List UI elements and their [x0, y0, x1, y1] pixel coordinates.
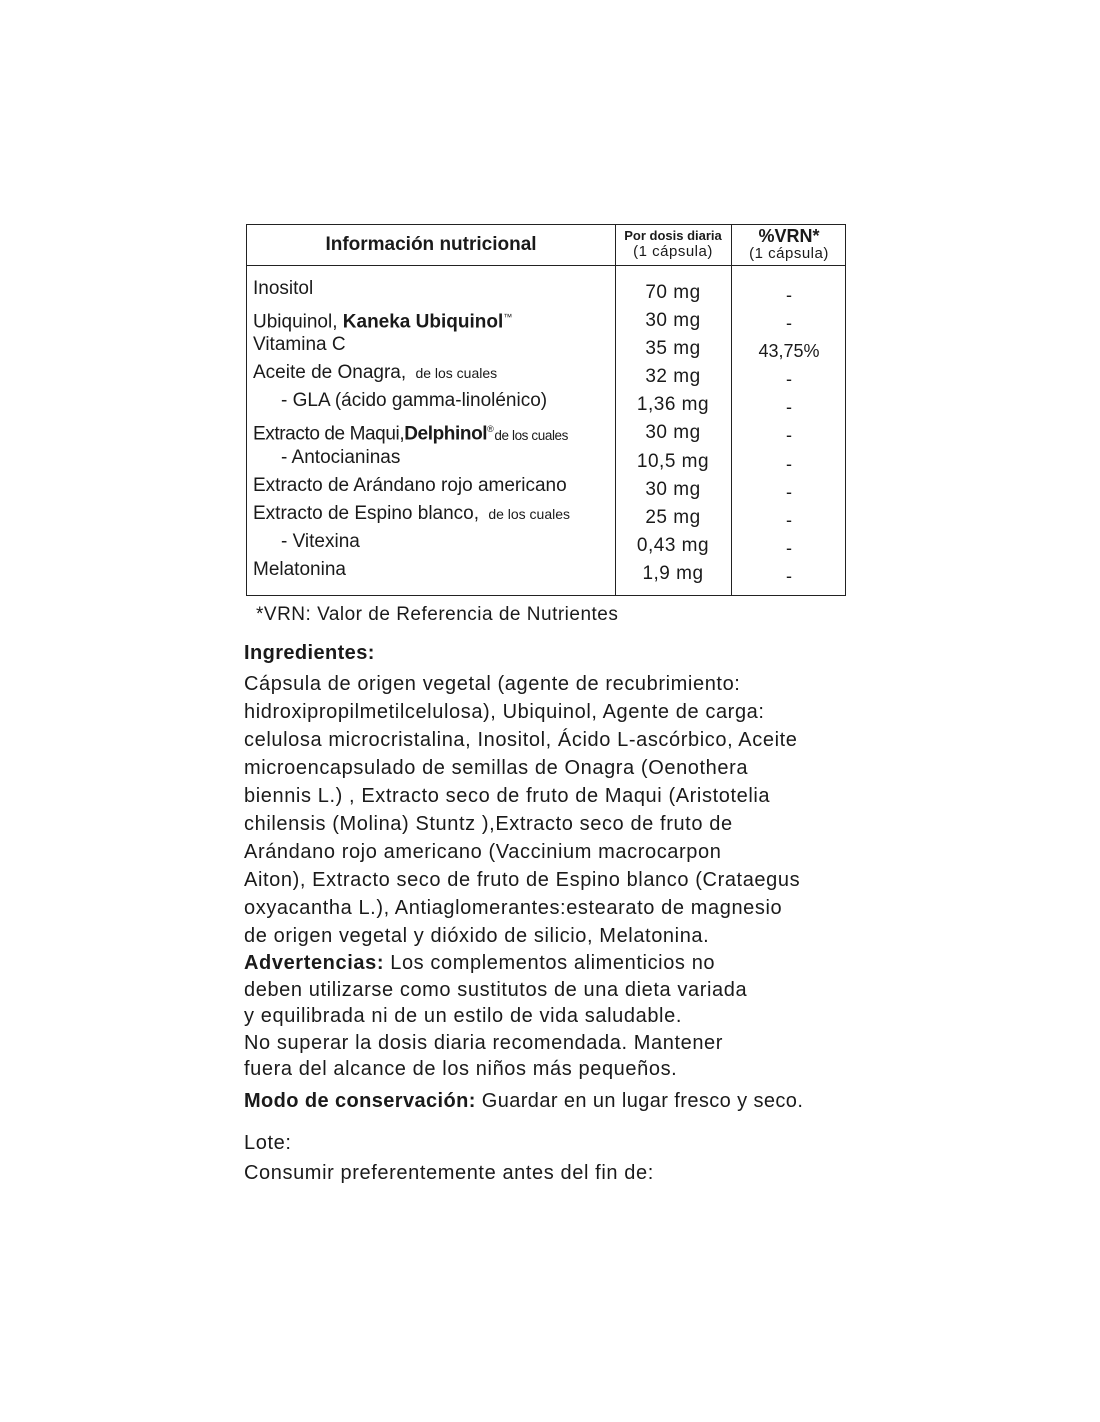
nutrient-name: - Antocianinas — [281, 446, 401, 468]
nutrient-name: Extracto de Arándano rojo americano — [253, 474, 567, 496]
nutrition-table — [246, 224, 846, 596]
ingredients-line: chilensis (Molina) Stuntz ),Extracto seco de fruto de — [244, 813, 733, 835]
nutrient-amount: 30 mg — [645, 310, 701, 332]
nutrient-vrn: - — [786, 481, 792, 502]
vrn-footnote: *VRN: Valor de Referencia de Nutrientes — [256, 604, 619, 625]
warnings-line: deben utilizarse como sustitutos de una dieta variada — [244, 978, 748, 1001]
registered-mark: ® — [487, 424, 494, 435]
header-daily-dose-unit: (1 cápsula) — [633, 243, 713, 260]
nutrient-vrn: - — [786, 285, 792, 305]
ingredients-title: Ingredientes: — [244, 642, 375, 664]
conservation-label: Modo de conservación: — [244, 1090, 476, 1112]
table-row — [247, 389, 845, 417]
nutrient-name: Inositol — [253, 278, 314, 299]
ingredients-line: Aiton), Extracto seco de fruto de Espino blanco (Crataegus — [244, 869, 801, 891]
ingredients-line: Arándano rojo americano (Vaccinium macrocarpon — [244, 841, 722, 863]
nutrient-amount: 32 mg — [645, 366, 701, 388]
nutrient-name: - GLA (ácido gamma-linolénico) — [281, 390, 548, 412]
nutrient-name: Extracto de Maqui,Delphinol®de los cuales — [253, 423, 569, 445]
conservation-text — [244, 1090, 803, 1113]
warnings-line: No superar la dosis diaria recomendada. Mantener — [244, 1031, 724, 1054]
warnings-first-line: Advertencias: Los complementos alimenticios no — [244, 952, 716, 974]
table-row — [247, 446, 845, 474]
nutrient-amount: 30 mg — [645, 478, 701, 500]
best-before-label: Consumir preferentemente antes del fin de: — [244, 1162, 654, 1184]
table-row — [247, 417, 845, 445]
ingredients-line: de origen vegetal y dióxido de silicio, Melatonina. — [244, 925, 710, 947]
brand-name: Delphinol — [404, 423, 488, 445]
table-rows — [247, 277, 845, 586]
lot-label: Lote: — [244, 1132, 292, 1154]
warnings-text — [244, 950, 864, 1083]
nutrient-amount: 1,36 mg — [636, 394, 710, 416]
table-row — [247, 558, 845, 586]
conservation-value: Guardar en un lugar fresco y seco. — [475, 1090, 804, 1112]
brand-name: Kaneka Ubiquinol — [342, 311, 504, 333]
nutrient-amount: 35 mg — [645, 338, 701, 360]
nutrient-vrn: - — [786, 537, 792, 558]
ingredients-line: microencapsulado de semillas de Onagra (Oenothera — [244, 757, 749, 779]
ingredients-line: hidroxipropilmetilcelulosa), Ubiquinol, Agente de carga: — [244, 701, 765, 723]
nutrient-vrn: - — [786, 565, 792, 586]
nutrient-vrn: - — [786, 313, 792, 334]
nutrient-amount: 25 mg — [645, 506, 701, 528]
row-note: de los cuales — [488, 505, 571, 522]
nutrient-vrn: 43,75% — [758, 341, 820, 362]
nutrient-vrn: - — [786, 397, 792, 418]
warnings-line: y equilibrada ni de un estilo de vida saludable. — [244, 1005, 682, 1027]
header-vrn — [731, 225, 847, 265]
table-row — [247, 474, 845, 502]
table-row — [247, 530, 845, 558]
nutrient-amount: 0,43 mg — [636, 534, 710, 556]
ingredients-line: oxyacantha L.), Antiaglomerantes:estearato de magnesio — [244, 897, 783, 919]
nutrient-name: Vitamina C — [253, 334, 346, 356]
table-row — [247, 277, 845, 305]
nutrient-name: Ubiquinol, Kaneka Ubiquinol™ — [253, 311, 513, 333]
table-row — [247, 502, 845, 530]
ingredients-line: Cápsula de origen vegetal (agente de recubrimiento: — [244, 673, 741, 695]
nutrient-name: Aceite de Onagra, de los cuales — [253, 362, 498, 384]
warnings-label: Advertencias: — [244, 952, 385, 974]
nutrient-amount: 30 mg — [645, 422, 701, 444]
header-vrn-unit: (1 cápsula) — [749, 245, 829, 262]
nutrient-amount: 70 mg — [645, 282, 701, 303]
nutrient-name: - Vitexina — [281, 530, 360, 552]
nutrient-vrn: - — [786, 369, 792, 390]
nutrient-vrn: - — [786, 453, 792, 474]
nutrient-vrn: - — [786, 509, 792, 530]
table-row — [247, 305, 845, 333]
header-daily-dose — [615, 225, 731, 265]
warnings-line: fuera del alcance de los niños más pequeños. — [244, 1058, 678, 1080]
table-title: Información nutricional — [325, 234, 537, 255]
nutrient-amount: 1,9 mg — [642, 562, 704, 584]
trademark-mark: ™ — [503, 312, 513, 323]
header-daily-dose-label: Por dosis diaria — [624, 228, 722, 243]
table-row — [247, 333, 845, 361]
row-note: de los cuales — [415, 365, 498, 382]
row-note: de los cuales — [494, 427, 569, 443]
ingredients-text — [244, 670, 864, 950]
nutrient-amount: 10,5 mg — [636, 450, 710, 472]
header-vrn-label: %VRN* — [758, 226, 820, 246]
nutrient-name: Extracto de Espino blanco, de los cuales — [253, 502, 571, 524]
nutrient-name: Melatonina — [253, 558, 346, 580]
ingredients-line: biennis L.) , Extracto seco de fruto de Maqui (Aristotelia — [244, 785, 771, 807]
table-row — [247, 361, 845, 389]
nutrient-vrn: - — [786, 425, 792, 446]
header-divider — [247, 265, 845, 266]
ingredients-line: celulosa microcristalina, Inositol, Ácido L-ascórbico, Aceite — [244, 729, 798, 751]
